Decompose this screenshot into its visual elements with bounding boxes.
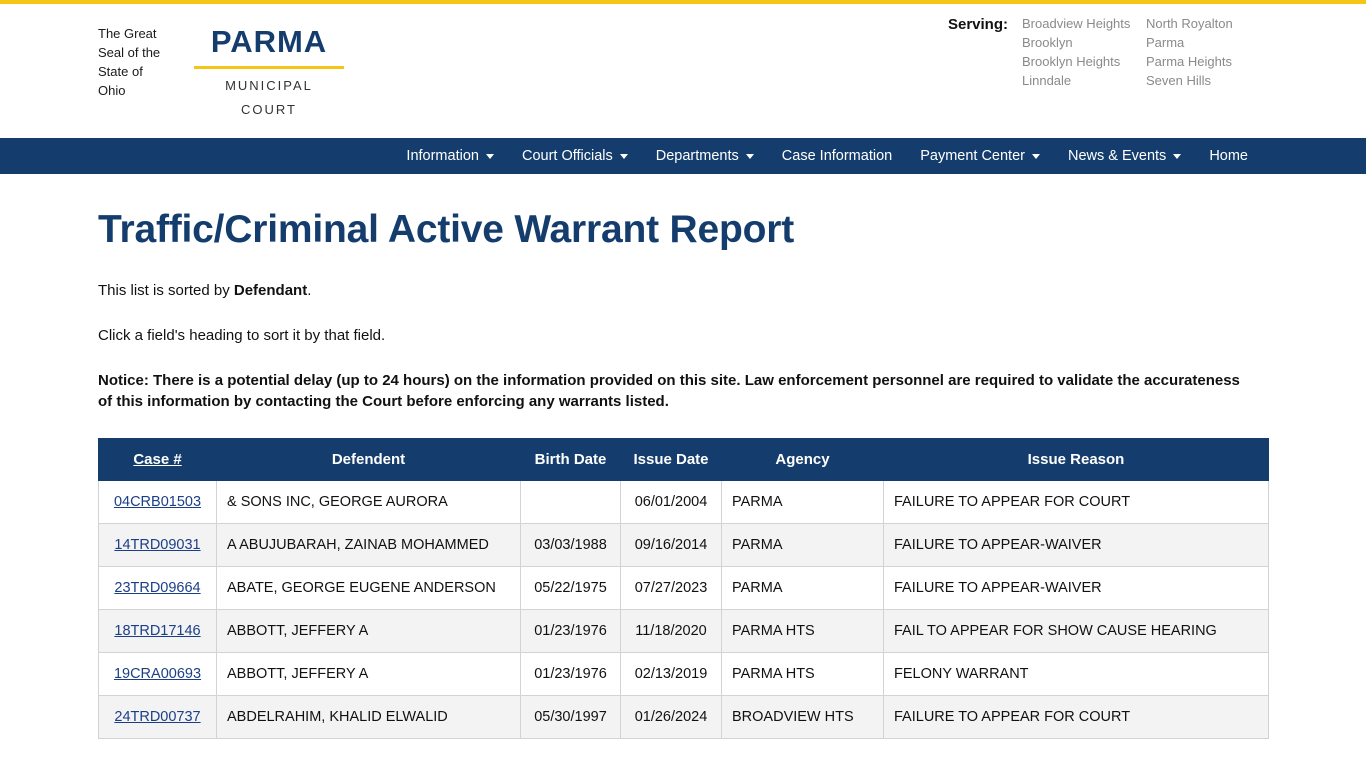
serving-city: Linndale: [1022, 73, 1072, 88]
table-row: [99, 481, 1269, 524]
column-header-case[interactable]: [99, 439, 217, 481]
cell-issue-reason: FAILURE TO APPEAR FOR COURT: [884, 481, 1269, 524]
table-row: [99, 567, 1269, 610]
serving-city: Parma Heights: [1146, 54, 1232, 69]
column-header-issue-reason[interactable]: [884, 439, 1269, 481]
cell-agency: PARMA: [722, 567, 884, 610]
cell-issue-date: 06/01/2004: [621, 481, 722, 524]
cell-agency: BROADVIEW HTS: [722, 696, 884, 739]
cell-case-number[interactable]: [99, 567, 217, 610]
nav-item-label: Departments: [655, 148, 739, 164]
nav-item-departments[interactable]: [642, 138, 768, 174]
sort-link-birth-date[interactable]: Birth Date: [534, 451, 607, 468]
cell-agency: PARMA: [722, 481, 884, 524]
case-link[interactable]: 04CRB01503: [113, 494, 202, 510]
case-link[interactable]: 18TRD17146: [114, 623, 201, 639]
table-header: [99, 439, 1269, 481]
cell-issue-date: 02/13/2019: [621, 653, 722, 696]
nav-item-news-events[interactable]: [1054, 138, 1195, 174]
cell-birth-date: 03/03/1988: [521, 524, 621, 567]
table-body: [99, 481, 1269, 739]
cell-defendant: A ABUJUBARAH, ZAINAB MOHAMMED: [217, 524, 521, 567]
sort-link-issue-reason[interactable]: Issue Reason: [1027, 451, 1125, 468]
cell-defendant: ABBOTT, JEFFERY A: [217, 610, 521, 653]
sort-link-agency[interactable]: Agency: [775, 451, 830, 468]
case-link[interactable]: 23TRD09664: [114, 580, 201, 596]
table-row: [99, 610, 1269, 653]
court-logo[interactable]: [194, 24, 344, 117]
cell-defendant: ABATE, GEORGE EUGENE ANDERSON: [217, 567, 521, 610]
serving-city: Broadview Heights: [1022, 16, 1131, 31]
table-row: [99, 653, 1269, 696]
nav-item-case-information[interactable]: [768, 138, 906, 174]
cell-case-number[interactable]: [99, 653, 217, 696]
ohio-seal-image-alt: The Great Seal of the State of Ohio: [98, 26, 161, 98]
cell-issue-reason: FAILURE TO APPEAR-WAIVER: [884, 524, 1269, 567]
cell-issue-reason: FAILURE TO APPEAR-WAIVER: [884, 567, 1269, 610]
cell-issue-reason: FELONY WARRANT: [884, 653, 1269, 696]
case-link[interactable]: 14TRD09031: [114, 537, 201, 553]
nav-item-label: News & Events: [1067, 148, 1167, 164]
cell-birth-date: 01/23/1976: [521, 610, 621, 653]
brand-line-court: COURT: [241, 102, 297, 117]
sorted-by-field: Defendant: [233, 282, 308, 299]
nav-item-label: Court Officials: [521, 148, 613, 164]
cell-case-number[interactable]: [99, 481, 217, 524]
cell-case-number[interactable]: [99, 524, 217, 567]
cell-issue-reason: FAILURE TO APPEAR FOR COURT: [884, 696, 1269, 739]
table-row: [99, 524, 1269, 567]
cell-agency: PARMA HTS: [722, 610, 884, 653]
cell-agency: PARMA: [722, 524, 884, 567]
site-header: [0, 4, 1366, 138]
cell-defendant: ABDELRAHIM, KHALID ELWALID: [217, 696, 521, 739]
case-link[interactable]: 19CRA00693: [113, 666, 202, 682]
cell-defendant: & SONS INC, GEORGE AURORA: [217, 481, 521, 524]
cell-issue-date: 09/16/2014: [621, 524, 722, 567]
cell-birth-date: 05/30/1997: [521, 696, 621, 739]
cell-issue-reason: FAIL TO APPEAR FOR SHOW CAUSE HEARING: [884, 610, 1269, 653]
main-navigation: [0, 138, 1366, 174]
sort-link-defendant[interactable]: Defendent: [331, 451, 406, 468]
nav-item-label: Case Information: [781, 148, 893, 164]
serving-city: Brooklyn: [1022, 35, 1073, 50]
serving-city: Seven Hills: [1146, 73, 1212, 88]
column-header-defendant[interactable]: [217, 439, 521, 481]
nav-item-payment-center[interactable]: [906, 138, 1054, 174]
sorted-by-prefix: This list is sorted by: [98, 282, 234, 299]
chevron-down-icon: [486, 154, 494, 159]
chevron-down-icon: [746, 154, 754, 159]
page-title: Traffic/Criminal Active Warrant Report: [98, 208, 794, 251]
column-header-issue-date[interactable]: [621, 439, 722, 481]
case-link[interactable]: 24TRD00737: [114, 709, 201, 725]
chevron-down-icon: [1173, 154, 1181, 159]
cell-issue-date: 07/27/2023: [621, 567, 722, 610]
nav-item-label: Payment Center: [920, 148, 1025, 164]
nav-item-home[interactable]: [1195, 138, 1262, 174]
serving-area: [948, 14, 1270, 90]
table-row: [99, 696, 1269, 739]
serving-column-2: [1146, 14, 1270, 90]
column-header-agency[interactable]: [722, 439, 884, 481]
table-header-row: [99, 439, 1269, 481]
main-content: [0, 208, 1366, 739]
brand-name: PARMA: [194, 24, 344, 69]
cell-defendant: ABBOTT, JEFFERY A: [217, 653, 521, 696]
serving-label: Serving:: [947, 16, 1008, 33]
cell-agency: PARMA HTS: [722, 653, 884, 696]
chevron-down-icon: [1032, 154, 1040, 159]
cell-birth-date: 05/22/1975: [521, 567, 621, 610]
sorted-by-suffix: .: [307, 282, 312, 299]
serving-city: Brooklyn Heights: [1022, 54, 1121, 69]
cell-birth-date: [521, 481, 621, 524]
brand-line-municipal: MUNICIPAL: [225, 78, 313, 93]
cell-case-number[interactable]: [99, 696, 217, 739]
cell-case-number[interactable]: [99, 610, 217, 653]
cell-issue-date: 11/18/2020: [621, 610, 722, 653]
cell-issue-date: 01/26/2024: [621, 696, 722, 739]
delay-notice: Notice: There is a potential delay (up to 24 hours) on the information provided on this site. Law enforcement personnel are required to validate the accurateness of this information by contacting the Court before enforcing any warrants listed.: [98, 372, 1240, 410]
sort-link-issue-date[interactable]: Issue Date: [633, 451, 709, 468]
column-header-birth-date[interactable]: [521, 439, 621, 481]
nav-item-label: Home: [1209, 148, 1248, 164]
chevron-down-icon: [620, 154, 628, 159]
serving-city: North Royalton: [1146, 16, 1233, 31]
nav-item-label: Information: [406, 148, 479, 164]
cell-birth-date: 01/23/1976: [521, 653, 621, 696]
nav-item-information[interactable]: [392, 138, 508, 174]
sorted-by-text: [98, 282, 1268, 299]
warrants-table: [98, 438, 1269, 739]
nav-item-court-officials[interactable]: [508, 138, 642, 174]
sort-hint-text: Click a field's heading to sort it by that field.: [98, 327, 386, 344]
serving-column-1: [1022, 14, 1146, 90]
serving-city: Parma: [1146, 35, 1185, 50]
sort-link-case[interactable]: Case #: [133, 451, 182, 468]
